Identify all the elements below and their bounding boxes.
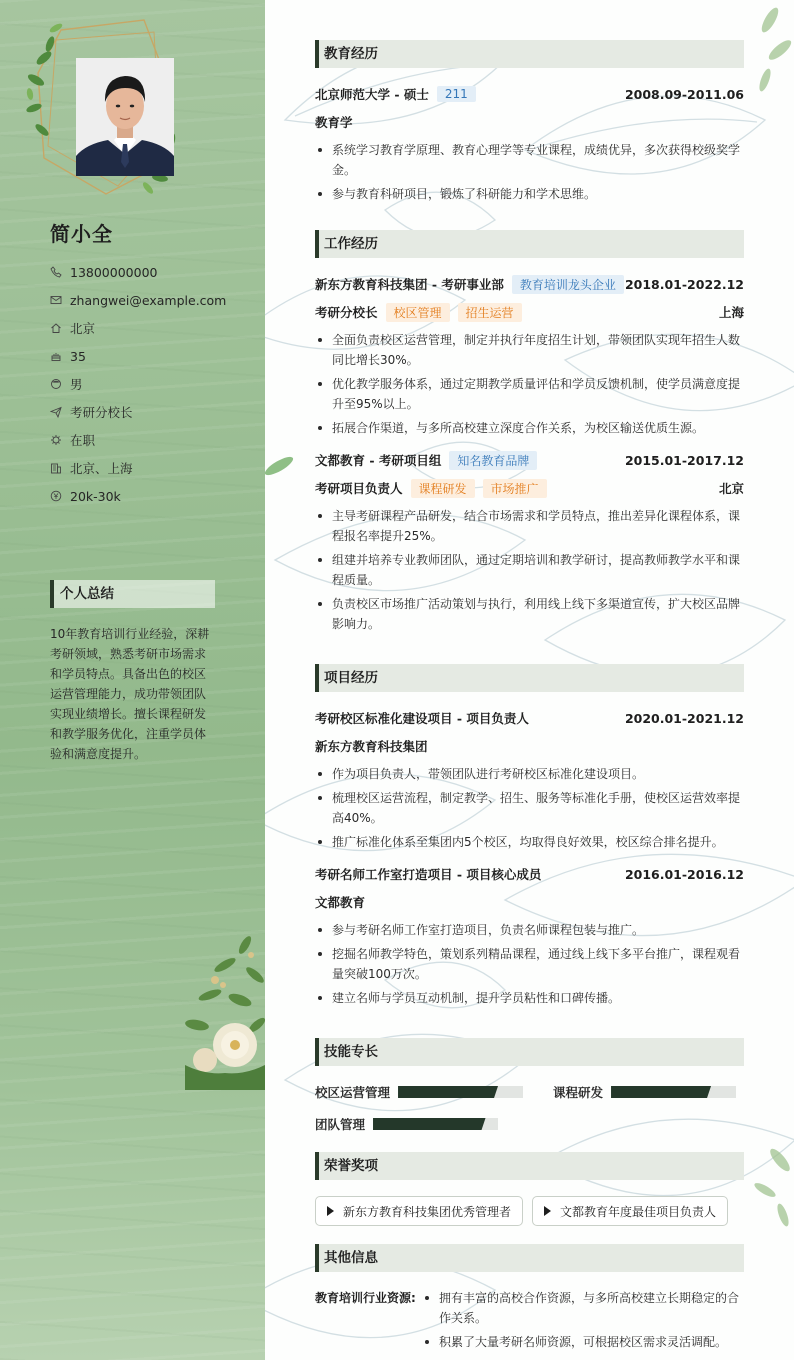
company-name: 新东方教育科技集团 - 考研事业部	[315, 277, 504, 292]
award-text: 新东方教育科技集团优秀管理者	[343, 1204, 512, 1219]
project-entry	[315, 708, 744, 852]
project-name: 考研校区标准化建设项目 - 项目负责人	[315, 711, 529, 726]
list-item: 优化教学服务体系，通过定期教学质量评估和学员反馈机制，使学员满意度提升至95%以上。	[315, 374, 744, 414]
project-date: 2020.01-2021.12	[624, 710, 744, 726]
list-item: 负责校区市场推广活动策划与执行，利用线上线下多渠道宣传，扩大校区品牌影响力。	[315, 594, 744, 634]
list-item: 积累了大量考研名师资源，可根据校区需求灵活调配。	[422, 1332, 744, 1352]
skill-name: 团队管理	[315, 1117, 366, 1132]
avatar	[76, 58, 174, 176]
project-org-row	[315, 892, 744, 912]
money-icon	[50, 490, 62, 502]
job-header	[315, 274, 744, 294]
role-tag: 课程研发	[411, 479, 475, 498]
skill-bar-fill	[611, 1086, 711, 1098]
send-icon	[50, 406, 62, 418]
education-bullets	[315, 140, 744, 204]
job-bullets	[315, 506, 744, 634]
school-tag: 211	[437, 86, 476, 102]
skill-bar	[373, 1118, 498, 1130]
project-org: 文都教育	[315, 895, 366, 910]
job-date: 2018.01-2022.12	[624, 276, 744, 292]
awards-list	[315, 1196, 744, 1226]
project-header	[315, 708, 744, 728]
role-tag: 市场推广	[483, 479, 547, 498]
info-gender	[50, 370, 226, 398]
info-work-city	[50, 454, 226, 482]
education-header	[315, 84, 744, 104]
project-header	[315, 864, 744, 884]
job-date: 2015.01-2017.12	[624, 452, 744, 468]
education-major: 教育学	[315, 115, 353, 130]
avatar-portrait	[76, 58, 174, 176]
company-tag: 教育培训龙头企业	[512, 275, 624, 294]
skill-name: 校区运营管理	[315, 1085, 391, 1100]
info-status	[50, 426, 226, 454]
project-bullets	[315, 920, 744, 1008]
photo-frame	[26, 18, 176, 198]
skill-bar	[398, 1086, 523, 1098]
skills-section	[315, 1038, 744, 1134]
skill-bar-fill	[398, 1086, 498, 1098]
info-city	[50, 314, 226, 342]
company-tag: 知名教育品牌	[449, 451, 537, 470]
awards-title: 荣誉奖项	[315, 1152, 744, 1180]
info-salary	[50, 482, 226, 510]
job-role-row	[315, 478, 744, 498]
salary-text: 20k-30k	[70, 488, 121, 504]
list-item: 全面负责校区运营管理，制定并执行年度招生计划，带领团队实现年招生人数同比增长30%。	[315, 330, 744, 370]
play-triangle-icon	[544, 1206, 551, 1216]
flower-decoration	[185, 925, 265, 1090]
other-bullets	[422, 1288, 744, 1356]
candidate-name: 简小全	[50, 222, 113, 246]
info-target-position	[50, 398, 226, 426]
job-city: 北京	[718, 481, 744, 496]
award-text: 文都教育年度最佳项目负责人	[560, 1204, 717, 1219]
job-city: 上海	[718, 305, 744, 320]
list-item: 组建并培养专业教师团队，通过定期培训和教学研讨，提高教师教学水平和课程质量。	[315, 550, 744, 590]
building-icon	[50, 462, 62, 474]
main-content	[265, 0, 794, 1360]
info-phone	[50, 258, 226, 286]
mail-icon	[50, 294, 62, 306]
skill-bar	[611, 1086, 736, 1098]
contact-info-list	[50, 258, 226, 510]
age-text: 35	[70, 348, 86, 364]
job-entry	[315, 450, 744, 634]
work-title: 工作经历	[315, 230, 744, 258]
home-icon	[50, 322, 62, 334]
projects-section	[315, 664, 744, 1012]
list-item: 推广标准化体系至集团内5个校区，均取得良好效果，校区综合排名提升。	[315, 832, 744, 852]
job-role-row	[315, 302, 744, 322]
education-title: 教育经历	[315, 40, 744, 68]
education-major-row	[315, 112, 744, 132]
list-item: 系统学习教育学原理、教育心理学等专业课程，成绩优异，多次获得校级奖学金。	[315, 140, 744, 180]
project-org: 新东方教育科技集团	[315, 739, 428, 754]
city-text: 北京	[70, 321, 96, 336]
work-section	[315, 230, 744, 638]
role-tag: 招生运营	[458, 303, 522, 322]
phone-icon	[50, 266, 62, 278]
award-badge	[532, 1196, 728, 1226]
skill-item	[315, 1114, 744, 1134]
company-name: 文都教育 - 考研项目组	[315, 453, 442, 468]
summary-text: 10年教育培训行业经验，深耕考研领域，熟悉考研市场需求和学员特点。具备出色的校区运营管理能力，成功带领团队实现业绩增长。擅长课程研发和教学服务优化，注重学员体验和满意度提升。	[50, 627, 210, 761]
other-section	[315, 1244, 744, 1356]
status-icon	[50, 434, 62, 446]
other-info-row	[315, 1288, 744, 1356]
job-bullets	[315, 330, 744, 438]
job-role: 考研项目负责人	[315, 481, 403, 496]
status-text: 在职	[70, 433, 96, 448]
project-org-row	[315, 736, 744, 756]
skill-name: 课程研发	[553, 1085, 604, 1100]
job-entry	[315, 274, 744, 438]
role-tag: 校区管理	[386, 303, 450, 322]
skill-item	[315, 1082, 523, 1102]
gender-icon	[50, 378, 62, 390]
list-item: 建立名师与学员互动机制，提升学员粘性和口碑传播。	[315, 988, 744, 1008]
projects-title: 项目经历	[315, 664, 744, 692]
other-title: 其他信息	[315, 1244, 744, 1272]
skills-row	[315, 1082, 744, 1102]
phone-text: 13800000000	[70, 264, 158, 280]
education-section	[315, 40, 744, 208]
list-item: 梳理校区运营流程，制定教学、招生、服务等标准化手册，使校区运营效率提高40%。	[315, 788, 744, 828]
job-header	[315, 450, 744, 470]
skills-title: 技能专长	[315, 1038, 744, 1066]
cake-icon	[50, 350, 62, 362]
skill-bar-fill	[373, 1118, 486, 1130]
play-triangle-icon	[327, 1206, 334, 1216]
list-item: 参与考研名师工作室打造项目，负责名师课程包装与推广。	[315, 920, 744, 940]
skill-item	[553, 1082, 736, 1102]
email-text: zhangwei@example.com	[70, 292, 227, 308]
info-age	[50, 342, 226, 370]
job-role: 考研分校长	[315, 305, 378, 320]
position-text: 考研分校长	[70, 405, 133, 420]
list-item: 拓展合作渠道，与多所高校建立深度合作关系，为校区输送优质生源。	[315, 418, 744, 438]
project-entry	[315, 864, 744, 1008]
gender-text: 男	[70, 377, 83, 392]
work-city-text: 北京、上海	[70, 461, 133, 476]
school-name: 北京师范大学 - 硕士	[315, 87, 429, 102]
summary-section-title: 个人总结	[50, 580, 215, 608]
list-item: 挖掘名师教学特色，策划系列精品课程，通过线上线下多平台推广，课程观看量突破100万次。	[315, 944, 744, 984]
project-name: 考研名师工作室打造项目 - 项目核心成员	[315, 867, 542, 882]
list-item: 拥有丰富的高校合作资源，与多所高校建立长期稳定的合作关系。	[422, 1288, 744, 1328]
list-item: 作为项目负责人，带领团队进行考研校区标准化建设项目。	[315, 764, 744, 784]
list-item: 主导考研课程产品研发，结合市场需求和学员特点，推出差异化课程体系，课程报名率提升25%。	[315, 506, 744, 546]
sidebar	[0, 0, 265, 1360]
award-badge	[315, 1196, 523, 1226]
list-item: 参与教育科研项目，锻炼了科研能力和学术思维。	[315, 184, 744, 204]
awards-section	[315, 1152, 744, 1226]
other-label: 教育培训行业资源:	[315, 1291, 416, 1305]
project-date: 2016.01-2016.12	[624, 866, 744, 882]
info-email	[50, 286, 226, 314]
project-bullets	[315, 764, 744, 852]
education-date: 2008.09-2011.06	[624, 86, 744, 102]
